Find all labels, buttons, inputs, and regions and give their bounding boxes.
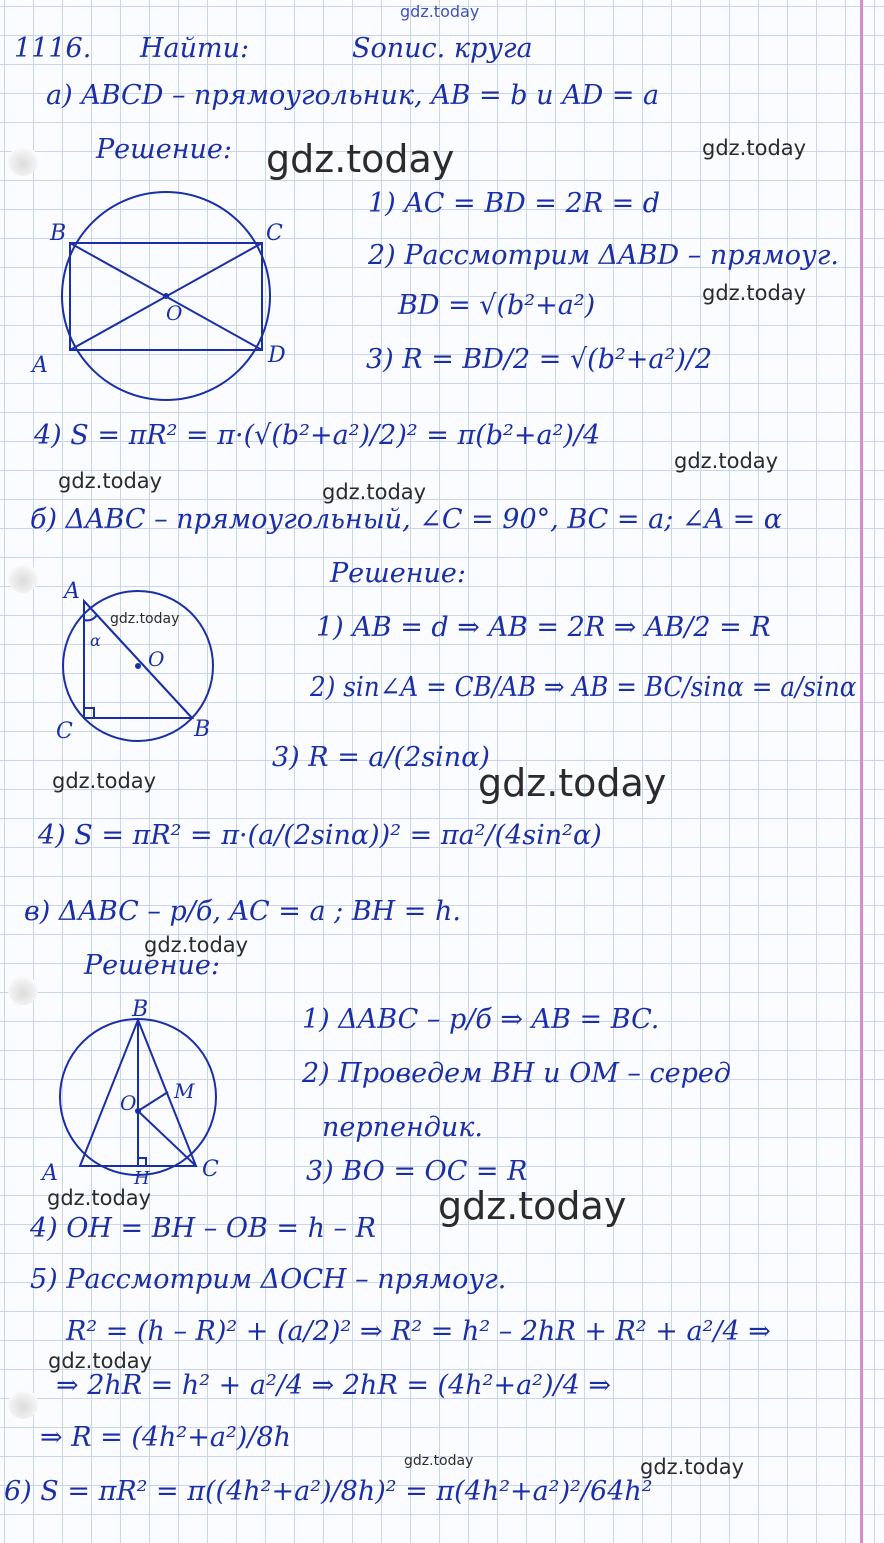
- point-label: H: [134, 1168, 150, 1189]
- vertex-label: C: [56, 719, 73, 744]
- right-angle-mark: [138, 1158, 146, 1166]
- watermark: gdz.today: [47, 1186, 152, 1210]
- watermark: gdz.today: [144, 933, 249, 957]
- watermark: gdz.today: [266, 137, 455, 181]
- part-v-step: 2) Проведем BH и OM – серед: [302, 1058, 731, 1089]
- watermark: gdz.today: [110, 611, 180, 627]
- part-a-step: 2) Рассмотрим ΔABD – прямоуг.: [368, 240, 839, 271]
- watermark: gdz.today: [52, 769, 157, 793]
- part-a-step: 1) AC = BD = 2R = d: [368, 188, 661, 219]
- watermark: gdz.today: [702, 136, 807, 160]
- part-b-statement: б) ΔABC – прямоугольный, ∠C = 90°, BC = a; ∠A = α: [30, 504, 783, 535]
- vertex-label: C: [202, 1157, 219, 1182]
- part-v-step: 6) S = πR² = π((4h²+a²)/8h)² = π(4h²+a²)²/64h²: [4, 1476, 653, 1507]
- vertex-label: A: [42, 1161, 58, 1186]
- task-label: Найти:: [140, 33, 250, 64]
- watermark: gdz.today: [400, 2, 480, 21]
- part-v-step: перпендик.: [322, 1112, 484, 1143]
- part-a-statement: а) ABCD – прямоугольник, AB = b и AD = a: [46, 80, 660, 111]
- part-v-step: 5) Рассмотрим ΔOCH – прямоуг.: [30, 1264, 507, 1295]
- watermark: gdz.today: [478, 761, 667, 805]
- watermark: gdz.today: [48, 1349, 153, 1373]
- part-v-step: R² = (h – R)² + (a/2)² ⇒ R² = h² – 2hR + R² + a²/4 ⇒: [66, 1316, 771, 1347]
- center-label: O: [166, 301, 183, 325]
- part-v-solution-title: Решение:: [84, 950, 220, 981]
- watermark: gdz.today: [640, 1455, 745, 1479]
- center-label: O: [148, 647, 165, 671]
- watermark: gdz.today: [322, 480, 427, 504]
- part-b-step: 3) R = a/(2sinα): [272, 742, 490, 773]
- part-v-step: ⇒ 2hR = h² + a²/4 ⇒ 2hR = (4h²+a²)/4 ⇒: [56, 1370, 612, 1401]
- watermark: gdz.today: [702, 281, 807, 305]
- center-label: O: [120, 1091, 137, 1115]
- vertex-label: B: [194, 717, 211, 742]
- part-b-step: 4) S = πR² = π·(a/(2sinα))² = πa²/(4sin²α): [38, 820, 602, 851]
- watermark: gdz.today: [58, 469, 163, 493]
- part-v-step: 4) OH = BH – OB = h – R: [30, 1213, 376, 1244]
- part-b-solution-title: Решение:: [330, 558, 466, 589]
- watermark: gdz.today: [674, 449, 779, 473]
- part-v-statement: в) ΔABC – р/б, AC = a ; BH = h.: [24, 896, 461, 927]
- vertex-label: B: [50, 221, 67, 246]
- vertex-label: A: [64, 579, 80, 604]
- part-a-step: 3) R = BD/2 = √(b²+a²)/2: [366, 344, 713, 375]
- watermark: gdz.today: [438, 1184, 627, 1228]
- vertex-label: C: [266, 221, 283, 246]
- part-v-step: ⇒ R = (4h²+a²)/8h: [40, 1422, 291, 1453]
- problem-number: 1116.: [14, 33, 92, 64]
- perpendicular-om: [138, 1092, 168, 1111]
- part-v-step: 3) BO = OC = R: [306, 1156, 528, 1187]
- part-b-step: 1) AB = d ⇒ AB = 2R ⇒ AB/2 = R: [316, 612, 771, 643]
- part-v-step: 1) ΔABC – р/б ⇒ AB = BC.: [302, 1004, 660, 1035]
- part-a-solution-title: Решение:: [96, 134, 232, 165]
- point-label: M: [174, 1079, 195, 1103]
- vertex-label: A: [32, 353, 48, 378]
- task-goal: Sопис. круга: [352, 33, 533, 64]
- part-a-step: 4) S = πR² = π·(√(b²+a²)/2)² = π(b²+a²)/4: [34, 420, 601, 451]
- angle-label: α: [90, 631, 101, 650]
- watermark: gdz.today: [404, 1453, 474, 1469]
- vertex-label: B: [132, 997, 149, 1022]
- vertex-label: D: [268, 343, 286, 368]
- part-a-step: BD = √(b²+a²): [398, 290, 596, 321]
- part-b-step: 2) sin∠A = CB/AB ⇒ AB = BC/sinα = a/sinα: [310, 672, 857, 703]
